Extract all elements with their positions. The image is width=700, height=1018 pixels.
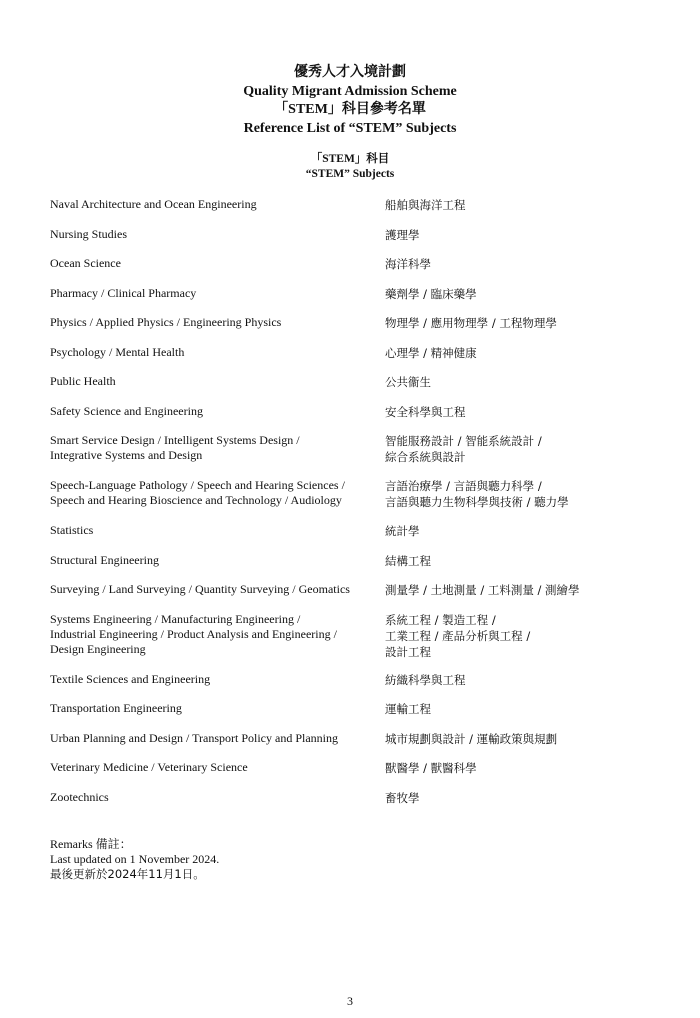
subject-name-en-line: Naval Architecture and Ocean Engineering — [50, 197, 257, 211]
subtitle-zh: 「STEM」科目參考名單 — [274, 102, 426, 117]
subject-list — [50, 197, 650, 819]
subject-name-en — [50, 315, 385, 330]
subject-name-en-line: Nursing Studies — [50, 226, 128, 241]
subject-row — [50, 404, 650, 434]
subject-row — [50, 523, 650, 553]
remarks-label: Remarks 備註： — [50, 837, 132, 851]
subject-name-zh-line: 言語與聽力生物科學與技術 / 聽力學 — [385, 495, 569, 509]
subject-row — [50, 731, 650, 761]
subject-name-en-line: Design Engineering — [50, 641, 146, 656]
subtitle-en: Reference List of “STEM” Subjects — [243, 120, 457, 136]
title-en: Quality Migrant Admission Scheme — [243, 83, 457, 99]
subject-name-en-line: Speech-Language Pathology / Speech and Hearing Sciences / — [50, 478, 345, 492]
subject-name-en-line: Statistics — [50, 523, 94, 537]
subject-name-en — [50, 612, 385, 657]
subject-row — [50, 790, 650, 820]
subject-name-en-line: Ocean Science — [50, 256, 121, 270]
subject-name-zh-line: 設計工程 — [385, 644, 431, 659]
last-updated-en: Last updated on 1 November 2024. — [50, 852, 220, 866]
subject-name-en — [50, 790, 385, 805]
subject-name-zh-line: 綜合系統與設計 — [385, 450, 466, 464]
subject-name-en-line: Industrial Engineering / Product Analysis and Engineering / — [50, 626, 337, 641]
subject-name-en — [50, 553, 385, 568]
subject-name-en — [50, 523, 385, 538]
subject-name-en-line: Physics / Applied Physics / Engineering Physics — [50, 315, 282, 329]
section-heading-en: “STEM” Subjects — [305, 168, 395, 180]
subject-name-en — [50, 701, 385, 716]
title-zh: 優秀人才入境計劃 — [294, 65, 406, 80]
subject-name-en — [50, 404, 385, 419]
subject-name-zh — [385, 197, 650, 213]
subject-name-zh — [385, 404, 650, 420]
subject-name-zh-line: 運輸工程 — [385, 702, 431, 716]
subject-row — [50, 478, 650, 523]
subject-name-en — [50, 374, 385, 389]
subject-name-en — [50, 227, 385, 242]
page-number: 3 — [347, 994, 353, 1008]
subject-name-en-line: Pharmacy / Clinical Pharmacy — [50, 285, 197, 300]
subject-row — [50, 256, 650, 286]
subject-name-en — [50, 433, 385, 463]
subject-name-en — [50, 672, 385, 687]
subject-name-en-line: Smart Service Design / Intelligent Systems Design / — [50, 433, 300, 447]
subject-name-en-line: Integrative Systems and Design — [50, 448, 203, 462]
subject-name-zh-line: 城市規劃與設計 / 運輸政策與規劃 — [385, 731, 558, 746]
subject-name-zh — [385, 315, 650, 331]
subject-name-en-line: Urban Planning and Design / Transport Policy and Planning — [50, 730, 338, 745]
subject-name-en-line: Surveying / Land Surveying / Quantity Surveying / Geomatics — [50, 582, 350, 596]
subject-name-zh — [385, 478, 650, 510]
subject-name-zh — [385, 523, 650, 539]
subject-row — [50, 345, 650, 375]
subject-name-zh-line: 物理學 / 應用物理學 / 工程物理學 — [385, 316, 557, 330]
subject-name-zh — [385, 256, 650, 272]
subject-name-zh-line: 公共衞生 — [385, 375, 431, 389]
subject-name-en — [50, 760, 385, 775]
subject-name-en-line: Safety Science and Engineering — [50, 403, 203, 418]
subject-name-zh-line: 心理學 / 精神健康 — [385, 345, 477, 360]
section-heading-zh: 「STEM」科目 — [310, 153, 390, 165]
subject-name-zh — [385, 286, 650, 302]
subject-name-en — [50, 582, 385, 597]
remarks — [50, 837, 550, 882]
subject-name-en-line: Zootechnics — [50, 789, 109, 804]
subject-name-zh — [385, 731, 650, 747]
subject-row — [50, 227, 650, 257]
subject-row — [50, 433, 650, 478]
subject-name-zh-line: 結構工程 — [385, 553, 431, 568]
subject-row — [50, 197, 650, 227]
subject-name-zh-line: 安全科學與工程 — [385, 404, 466, 419]
subject-name-en-line: Transportation Engineering — [50, 701, 182, 715]
subject-name-zh — [385, 790, 650, 806]
subject-name-zh-line: 畜牧學 — [385, 790, 420, 805]
subject-row — [50, 672, 650, 702]
subject-name-en-line: Public Health — [50, 374, 116, 388]
subject-row — [50, 701, 650, 731]
subject-name-en-line: Psychology / Mental Health — [50, 344, 185, 359]
subject-name-en — [50, 197, 385, 212]
section-heading — [0, 152, 700, 182]
subject-name-zh-line: 系統工程 / 製造工程 / — [385, 612, 496, 627]
subject-row — [50, 286, 650, 316]
subject-name-zh-line: 藥劑學 / 臨床藥學 — [385, 286, 477, 301]
subject-name-zh — [385, 553, 650, 569]
subject-name-en-line: Speech and Hearing Bioscience and Technology / Audiology — [50, 493, 342, 507]
subject-name-en — [50, 731, 385, 746]
subject-row — [50, 374, 650, 404]
subject-name-en-line: Systems Engineering / Manufacturing Engineering / — [50, 611, 301, 626]
subject-name-en-line: Structural Engineering — [50, 552, 159, 567]
subject-name-zh — [385, 672, 650, 688]
subject-name-zh-line: 海洋科學 — [385, 257, 431, 271]
subject-name-zh — [385, 345, 650, 361]
subject-name-en — [50, 256, 385, 271]
subject-name-zh — [385, 701, 650, 717]
last-updated-zh: 最後更新於2024年11月1日。 — [50, 867, 205, 881]
subject-name-zh — [385, 582, 650, 598]
subject-name-en — [50, 478, 385, 508]
subject-name-en — [50, 286, 385, 301]
subject-row — [50, 612, 650, 672]
subject-row — [50, 582, 650, 612]
subject-name-en — [50, 345, 385, 360]
subject-name-zh — [385, 612, 650, 660]
subject-name-zh — [385, 374, 650, 390]
subject-name-zh-line: 船舶與海洋工程 — [385, 198, 466, 212]
subject-name-zh — [385, 433, 650, 465]
document-header — [0, 64, 700, 138]
subject-row — [50, 553, 650, 583]
subject-name-zh — [385, 760, 650, 776]
subject-name-zh-line: 測量學 / 土地測量 / 工料測量 / 測繪學 — [385, 583, 580, 597]
subject-name-zh-line: 紡織科學與工程 — [385, 672, 466, 687]
subject-name-zh-line: 言語治療學 / 言語與聽力科學 / — [385, 479, 542, 493]
subject-name-zh-line: 工業工程 / 產品分析與工程 / — [385, 628, 531, 643]
subject-name-en-line: Textile Sciences and Engineering — [50, 671, 211, 686]
subject-name-en-line: Veterinary Medicine / Veterinary Science — [50, 760, 248, 774]
subject-name-zh-line: 智能服務設計 / 智能系統設計 / — [385, 434, 542, 448]
subject-row — [50, 315, 650, 345]
subject-name-zh-line: 統計學 — [385, 524, 420, 538]
subject-name-zh-line: 獸醫學 / 獸醫科學 — [385, 761, 477, 775]
subject-name-zh-line: 護理學 — [385, 227, 420, 242]
subject-name-zh — [385, 227, 650, 243]
subject-row — [50, 760, 650, 790]
